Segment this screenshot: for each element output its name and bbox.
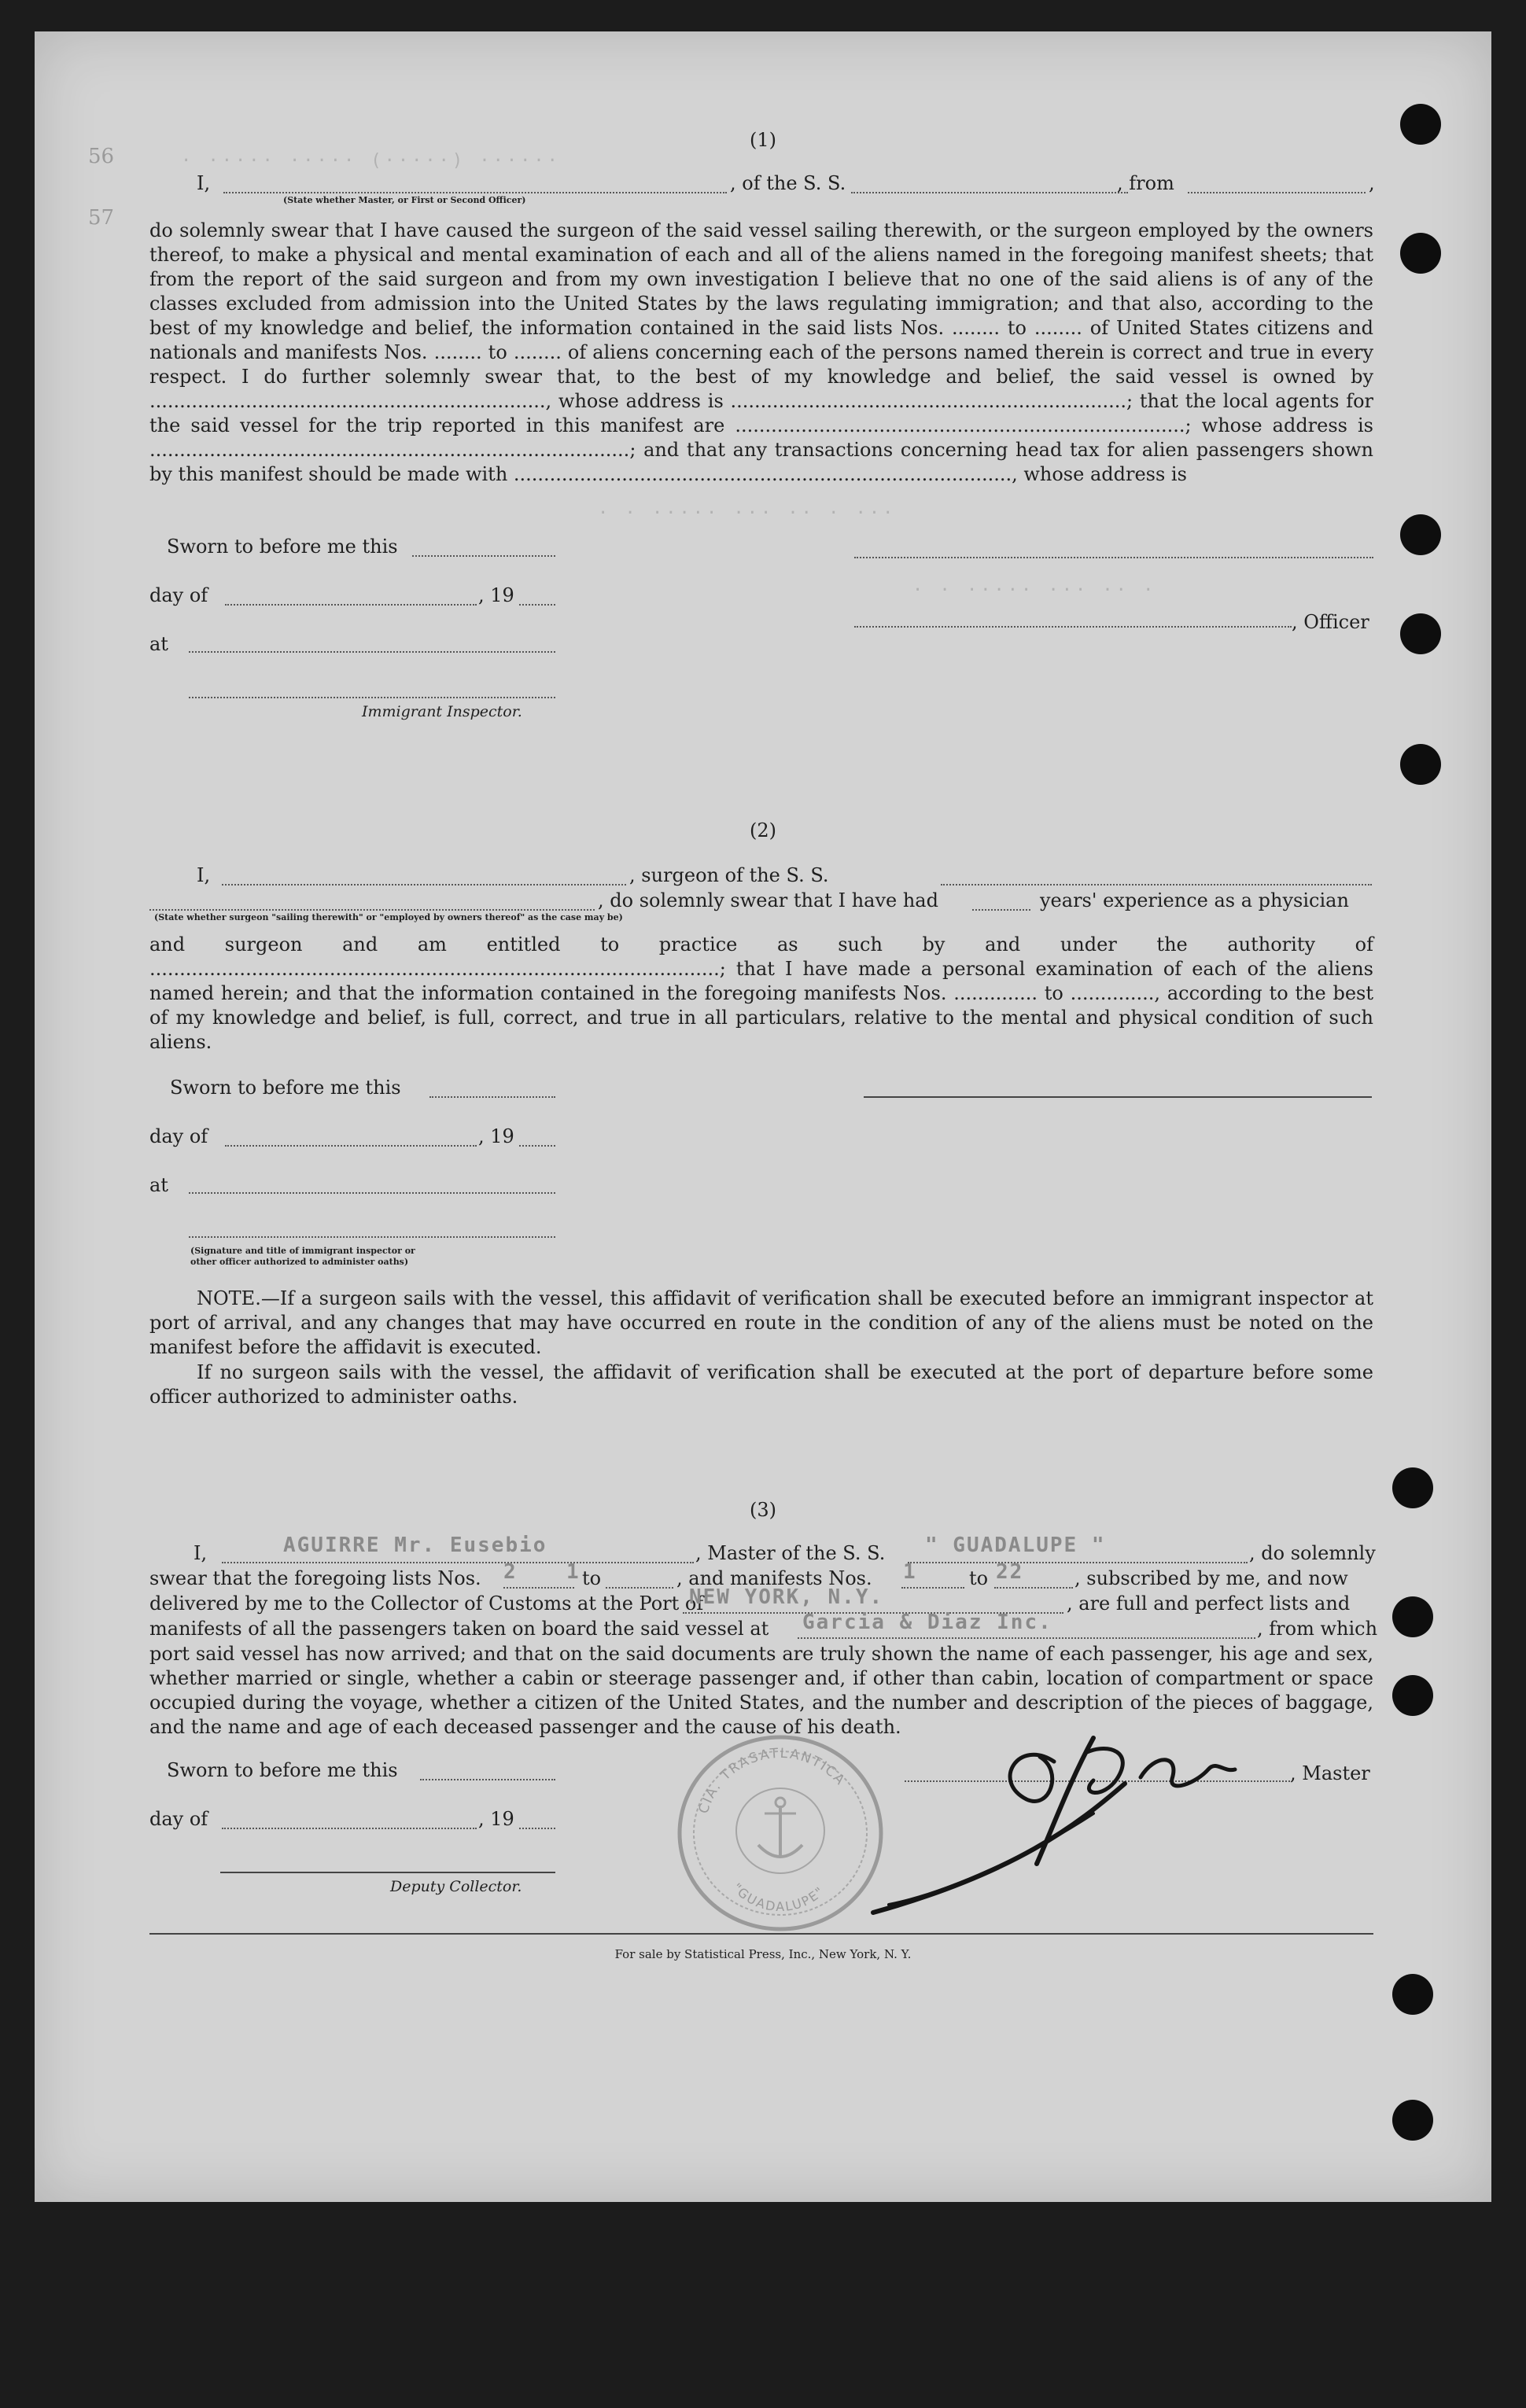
faint-bleed-through: · · ····· ··· ·· · <box>912 580 1157 600</box>
immigrant-inspector-caption: Immigrant Inspector. <box>362 703 522 720</box>
punch-hole <box>1392 1974 1433 2015</box>
seal-vessel-text: "GUADALUPE" <box>729 1880 828 1915</box>
footer-rule <box>149 1933 1373 1935</box>
punch-hole <box>1400 744 1441 785</box>
at-label: at <box>149 633 168 655</box>
faint-bleed-through: · ····· ····· (·····) ······ <box>181 151 561 171</box>
svg-text:"GUADALUPE" <box>729 1880 828 1914</box>
sworn-label: Sworn to before me this <box>167 1759 398 1781</box>
sworn-date-field <box>420 1779 555 1780</box>
section-1-number: (1) <box>750 129 776 151</box>
printer-footer: For sale by Statistical Press, Inc., New York, N. Y. <box>614 1947 912 1961</box>
to-label: to <box>969 1567 989 1589</box>
day-of-label: day of <box>149 584 208 606</box>
subscribed-label: , subscribed by me, and now <box>1074 1567 1348 1589</box>
month-field <box>222 1828 477 1829</box>
do-solemnly-label: , do solemnly <box>1249 1542 1376 1564</box>
affiant-i: I, <box>194 1542 208 1564</box>
departure-port-field <box>1188 192 1366 193</box>
deputy-collector-caption: Deputy Collector. <box>390 1878 522 1895</box>
surgeon-of-ss-label: , surgeon of the S. S. <box>629 864 829 886</box>
officer-signature-line <box>189 1236 555 1238</box>
manifest-from-field <box>901 1587 964 1589</box>
port-typed: NEW YORK, N.Y. <box>689 1585 884 1609</box>
year-label: , 19 <box>478 1125 514 1147</box>
note-paragraph: If no surgeon sails with the vessel, the affidavit of verification shall be executed at the port of departure before some officer authorized to administer oaths. <box>149 1361 1373 1408</box>
year-field <box>519 604 555 606</box>
seal-ring-text: CIA. TRASATLANTICA <box>695 1745 849 1816</box>
section-1-affidavit-text: do solemnly swear that I have caused the surgeon of the said vessel sailing therewith, or the surgeon employed by the owners thereof, to make a physical and mental examination of each and all of the aliens named in the foregoing manifest sheets; that from the report of the said surgeon and from my own investigation I believe that no one of the said aliens is of any of the classes excluded from admission into the United States by the laws regulating immigration; and that also, according to the best of my knowledge and belief, the information contained in the said lists Nos. ........ to ........ of United States citizens and nationals and manifests Nos. ........ to ........ of aliens concerning each of the persons named therein is correct and true in every respect. I do further solemnly swear that, to the best of my knowledge and belief, the said vessel is owned by .................................................................., whose address is ..................................................................; that the local agents for the said vessel for the trip reported in this manifest are ...........................................................................; whose address is ................................................................................; and that any transactions concerning head tax for alien passengers shown by this manifest should be made with ..................................................................................., whose address is <box>149 219 1373 485</box>
punch-hole <box>1400 514 1441 555</box>
at-field <box>189 1192 555 1194</box>
to-label: to <box>582 1567 602 1589</box>
of-ss-label: , of the S. S. <box>730 172 846 194</box>
sworn-label: Sworn to before me this <box>167 536 398 558</box>
surgeon-signature-line <box>864 1096 1372 1098</box>
sworn-date-field <box>412 555 555 557</box>
surgeon-status-caption: (State whether surgeon "sailing therewith" or "employed by owners thereof" as the case may be) <box>154 912 623 922</box>
officer-caption: (State whether Master, or First or Second Officer) <box>283 195 526 205</box>
year-label: , 19 <box>478 1808 514 1830</box>
right-signature-line <box>854 557 1373 558</box>
manifest-to-typed: 22 <box>996 1560 1024 1584</box>
surgeon-name-field <box>222 884 626 886</box>
surgeon-status-field <box>149 909 595 911</box>
manifest-from-typed: 1 <box>903 1560 917 1584</box>
list-from-typed: 2 <box>503 1560 518 1584</box>
section-2-number: (2) <box>750 819 776 841</box>
day-of-label: day of <box>149 1808 208 1830</box>
year-field <box>519 1145 555 1147</box>
section-3-affidavit-text: port said vessel has now arrived; and that on the said documents are truly shown the name of each passenger, his age and sex, whether married or single, whether a cabin or steerage passenger and, if other than cabin, location of compartment or space occupied during the voyage, whether a citizen of the United States, and the number and description of the pieces of baggage, and the name and age of each deceased passenger and the cause of his death. <box>149 1643 1373 1738</box>
signature-caption: other officer authorized to administer oaths) <box>190 1257 409 1267</box>
punch-hole <box>1400 233 1441 274</box>
at-label: at <box>149 1174 168 1196</box>
line-end-comma: , <box>1369 172 1375 194</box>
officer-name-field <box>223 192 727 193</box>
lists-label: swear that the foregoing lists Nos. <box>149 1567 481 1589</box>
month-field <box>225 1145 477 1147</box>
from-label: , from <box>1117 172 1174 194</box>
master-name-typed: AGUIRRE Mr. Eusebio <box>283 1534 547 1557</box>
year-label: , 19 <box>478 584 514 606</box>
officer-label: , Officer <box>1292 611 1369 633</box>
embarkation-field <box>798 1637 1255 1639</box>
inspector-signature-line <box>189 697 555 698</box>
years-experience-label: years' experience as a physician <box>1040 889 1349 911</box>
margin-mark: 56 <box>88 145 115 168</box>
embarkation-typed: Garcia & Diaz Inc. <box>802 1611 1052 1634</box>
master-label: , Master <box>1290 1762 1370 1784</box>
note-paragraph: NOTE.—If a surgeon sails with the vessel, this affidavit of verification shall be executed before an immigrant inspector at port of arrival, and any changes that may have occurred en route in the condition of any of the aliens must be noted on the manifest before the affidavit is executed. <box>149 1287 1373 1358</box>
day-of-label: day of <box>149 1125 208 1147</box>
month-field <box>225 604 477 606</box>
punch-hole <box>1392 1675 1433 1716</box>
section-2-affidavit-text: and surgeon and am entitled to practice as such by and under the authority of ...............................................................................................; that I have made a personal examination of each of the aliens named herein; and that the information contained in the foregoing manifests Nos. .............. to .............., according to the best of my knowledge and belief, is full, correct, and true in all particulars, relative to the mental and physical condition of such aliens. <box>149 933 1373 1053</box>
punch-hole <box>1400 613 1441 654</box>
swear-label: , do solemnly swear that I have had <box>598 889 938 911</box>
manifest-to-field <box>994 1587 1073 1589</box>
from-which-label: , from which <box>1257 1618 1378 1640</box>
affiant-i: I, <box>197 172 211 194</box>
manifests-taken-label: manifests of all the passengers taken on board the said vessel at <box>149 1618 769 1640</box>
vessel-name-typed: " GUADALUPE " <box>925 1534 1106 1557</box>
vessel-field <box>851 192 1128 193</box>
margin-mark: 57 <box>88 206 115 230</box>
years-field <box>972 909 1030 911</box>
deputy-signature-line <box>220 1872 555 1873</box>
sworn-date-field <box>429 1096 555 1098</box>
master-of-ss-label: , Master of the S. S. <box>695 1542 886 1564</box>
punch-hole <box>1392 1596 1433 1637</box>
sworn-label: Sworn to before me this <box>170 1077 401 1099</box>
vessel-field <box>908 1562 1248 1563</box>
at-field <box>189 651 555 653</box>
list-from-field <box>503 1587 574 1589</box>
section-3-number: (3) <box>750 1499 776 1521</box>
signature-caption: (Signature and title of immigrant inspector or <box>190 1246 415 1256</box>
delivered-label: delivered by me to the Collector of Customs at the Port of <box>149 1592 704 1615</box>
full-lists-label: , are full and perfect lists and <box>1067 1592 1351 1615</box>
affiant-i: I, <box>197 864 211 886</box>
vessel-field <box>941 884 1372 886</box>
list-to-typed: 1 <box>566 1560 581 1584</box>
master-signature-icon <box>857 1707 1266 1927</box>
faint-bleed-through: · · ····· ··· ·· · ··· <box>598 503 897 523</box>
manifests-label: , and manifests Nos. <box>676 1567 872 1589</box>
ship-seal-stamp <box>673 1730 887 1936</box>
officer-signature-line <box>854 626 1292 628</box>
list-to-field <box>606 1587 673 1589</box>
punch-hole <box>1392 2100 1433 2141</box>
year-field <box>519 1828 555 1829</box>
master-name-field <box>222 1562 694 1563</box>
